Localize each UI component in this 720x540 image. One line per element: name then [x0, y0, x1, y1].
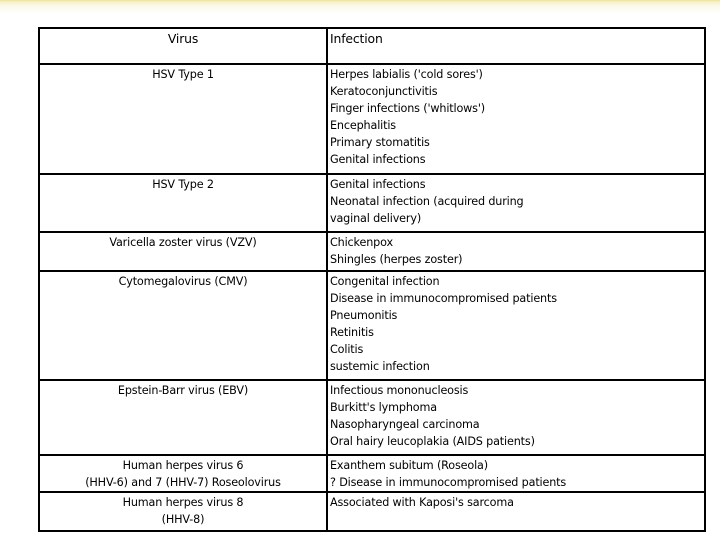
infection-item: Encephalitis [330, 119, 396, 132]
virus-cell [39, 232, 327, 271]
infection-item: ? Disease in immunocompromised patients [330, 476, 567, 489]
infection-item: sustemic infection [330, 360, 430, 373]
infection-cell [327, 64, 705, 174]
infection-item: Burkitt's lymphoma [330, 401, 437, 414]
infection-cell [327, 380, 705, 455]
infection-item: Keratoconjunctivitis [330, 85, 438, 98]
infection-item: Nasopharyngeal carcinoma [330, 418, 480, 431]
infection-cell [327, 174, 705, 232]
virus-cell [39, 174, 327, 232]
table-row [39, 492, 705, 531]
infection-item: Genital infections [330, 178, 426, 191]
herpesvirus-infection-table [38, 27, 706, 532]
infection-item: Retinitis [330, 326, 374, 339]
virus-name: (HHV-8) [161, 513, 205, 526]
infection-item: Shingles (herpes zoster) [330, 253, 463, 266]
infection-item: vaginal delivery) [330, 212, 422, 225]
virus-name: Epstein-Barr virus (EBV) [117, 384, 249, 397]
table-row [39, 455, 705, 492]
virus-name: Human herpes virus 6 [122, 459, 244, 472]
table-header-row [39, 28, 705, 64]
infection-item: Herpes labialis ('cold sores') [330, 68, 483, 81]
virus-cell [39, 64, 327, 174]
virus-cell [39, 271, 327, 380]
virus-name: Human herpes virus 8 [122, 496, 244, 509]
infection-item: Exanthem subitum (Roseola) [330, 459, 488, 472]
infection-item: Neonatal infection (acquired during [330, 195, 524, 208]
virus-cell [39, 455, 327, 492]
infection-item: Disease in immunocompromised patients [330, 292, 557, 305]
column-header-infection: Infection [327, 28, 705, 64]
infection-item: Primary stomatitis [330, 136, 430, 149]
virus-cell [39, 492, 327, 531]
infection-cell [327, 271, 705, 380]
infection-item: Associated with Kaposi's sarcoma [330, 496, 514, 509]
virus-name: Varicella zoster virus (VZV) [109, 236, 257, 249]
table-row [39, 174, 705, 232]
infection-item: Oral hairy leucoplakia (AIDS patients) [330, 435, 535, 448]
virus-name: (HHV-6) and 7 (HHV-7) Roseolovirus [85, 476, 281, 489]
infection-item: Finger infections ('whitlows') [330, 102, 485, 115]
infection-item: Pneumonitis [330, 309, 398, 322]
table-row [39, 232, 705, 271]
virus-name: HSV Type 1 [152, 68, 214, 81]
virus-cell [39, 380, 327, 455]
table-row [39, 380, 705, 455]
infection-item: Chickenpox [330, 236, 393, 249]
virus-name: Cytomegalovirus (CMV) [118, 275, 248, 288]
infection-item: Infectious mononucleosis [330, 384, 469, 397]
infection-item: Genital infections [330, 153, 426, 166]
top-accent-band [0, 0, 720, 14]
virus-name: HSV Type 2 [152, 178, 214, 191]
infection-item: Congenital infection [330, 275, 440, 288]
column-header-virus: Virus [39, 28, 327, 64]
table-row [39, 271, 705, 380]
table-row [39, 64, 705, 174]
infection-cell [327, 455, 705, 492]
infection-item: Colitis [330, 343, 364, 356]
infection-cell [327, 232, 705, 271]
infection-cell [327, 492, 705, 531]
